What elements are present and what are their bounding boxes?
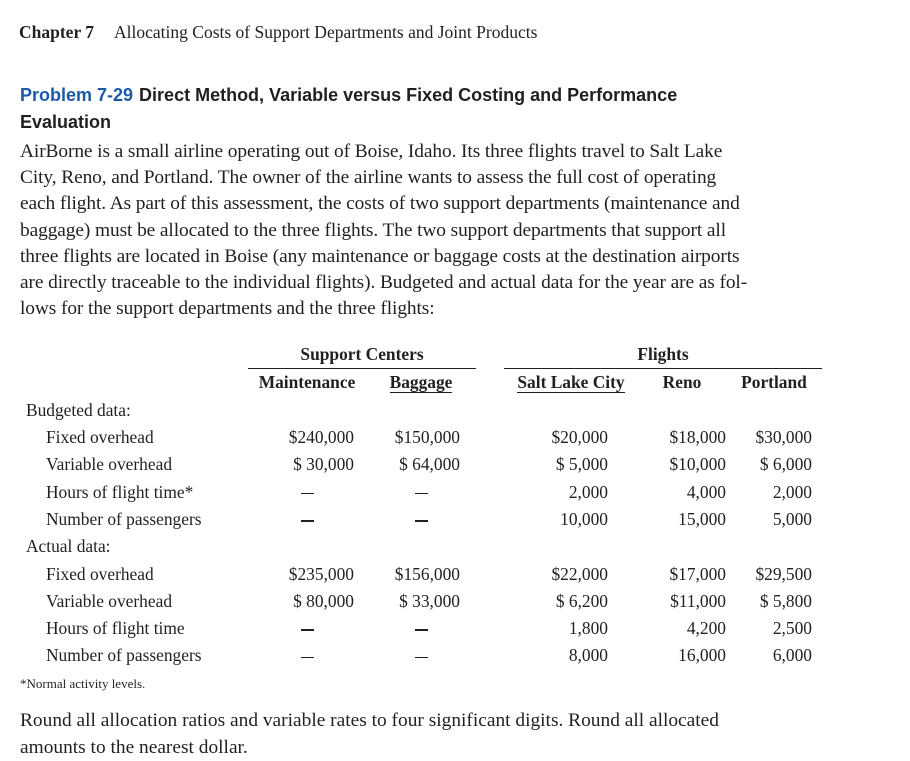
cell-baggage: $150,000 — [394, 427, 460, 448]
cell-maintenance-empty — [248, 506, 366, 533]
cell-baggage-empty — [366, 615, 476, 642]
dash-mark — [415, 520, 428, 522]
cell-portland: 6,000 — [772, 645, 812, 666]
dash-mark — [301, 493, 314, 495]
intro-line: each flight. As part of this assessment, the costs of two support departments (maintenance and — [20, 193, 740, 215]
cell-reno: $10,000 — [669, 454, 726, 475]
dash-mark — [415, 629, 428, 631]
column-header-salt-lake-city-text: Salt Lake City — [517, 372, 625, 393]
intro-paragraph — [20, 139, 820, 322]
column-header-maintenance-text: Maintenance — [258, 372, 356, 393]
chapter-label: Chapter 7 — [19, 22, 95, 42]
cell-baggage-empty — [366, 478, 476, 505]
cell-reno: 15,000 — [678, 508, 726, 529]
row-label: Variable overhead — [46, 454, 173, 475]
cell-salt-lake-city: 8,000 — [568, 645, 608, 666]
dash-mark — [415, 657, 428, 659]
cell-reno: 4,000 — [686, 481, 726, 502]
cell-baggage: $156,000 — [394, 563, 460, 584]
intro-line: AirBorne is a small airline operating out of Boise, Idaho. Its three flights travel to Salt Lake — [20, 141, 723, 162]
intro-line: lows for the support departments and the three flights: — [20, 298, 435, 320]
cell-portland: $29,500 — [755, 563, 812, 584]
cell-reno: 16,000 — [678, 645, 726, 666]
footnote: *Normal activity levels. — [20, 676, 146, 691]
cell-portland: 2,000 — [772, 481, 812, 502]
instruction-line: Round all allocation ratios and variable rates to four significant digits. Round all allocated — [20, 710, 719, 731]
table-row — [20, 478, 822, 505]
section-label-budgeted: Budgeted data: — [26, 399, 131, 420]
group-header-flights: Flights — [504, 341, 822, 369]
row-label: Fixed overhead — [46, 427, 154, 448]
column-header-portland — [726, 369, 822, 397]
column-header-salt-lake-city — [504, 369, 638, 397]
table-row — [20, 560, 822, 587]
cell-portland: 2,500 — [772, 618, 812, 639]
cell-salt-lake-city: 10,000 — [560, 508, 608, 529]
cost-data-table — [20, 341, 822, 670]
table-row — [20, 642, 822, 669]
problem-title-line2: Evaluation — [20, 112, 112, 132]
table-row — [20, 506, 822, 533]
table-row — [20, 451, 822, 478]
dash-mark — [301, 520, 314, 522]
column-header-portland-text: Portland — [741, 372, 807, 393]
column-header-reno — [638, 369, 726, 397]
row-label: Hours of flight time* — [46, 481, 194, 502]
table-row — [20, 615, 822, 642]
problem-number: Problem 7-29 — [20, 85, 134, 105]
cell-baggage: $ 64,000 — [399, 454, 460, 475]
cell-baggage-empty — [366, 506, 476, 533]
cell-reno: $17,000 — [669, 563, 726, 584]
group-header-support-centers: Support Centers — [248, 341, 476, 369]
cell-portland: $ 6,000 — [759, 454, 812, 475]
cell-maintenance: $ 30,000 — [293, 454, 354, 475]
cell-maintenance: $240,000 — [288, 427, 354, 448]
cell-maintenance-empty — [248, 642, 366, 669]
chapter-header — [19, 22, 537, 43]
dash-mark — [301, 657, 314, 659]
row-label: Number of passengers — [46, 645, 202, 666]
cell-salt-lake-city: $20,000 — [551, 427, 608, 448]
dash-mark — [301, 629, 314, 631]
column-header-maintenance — [248, 369, 366, 397]
cell-reno: $11,000 — [670, 590, 726, 611]
cell-portland: $ 5,800 — [759, 590, 812, 611]
problem-heading — [20, 82, 820, 136]
cell-portland: 5,000 — [772, 508, 812, 529]
cell-salt-lake-city: $22,000 — [551, 563, 608, 584]
cell-baggage-empty — [366, 642, 476, 669]
cell-salt-lake-city: $ 5,000 — [555, 454, 608, 475]
cell-salt-lake-city: 2,000 — [568, 481, 608, 502]
table-row — [20, 588, 822, 615]
dash-mark — [415, 493, 428, 495]
cell-salt-lake-city: $ 6,200 — [555, 590, 608, 611]
rounding-instructions — [20, 707, 840, 761]
cell-baggage: $ 33,000 — [399, 590, 460, 611]
cell-maintenance: $ 80,000 — [293, 590, 354, 611]
section-label-actual: Actual data: — [26, 536, 111, 557]
column-header-baggage — [366, 369, 476, 397]
column-header-baggage-text: Baggage — [389, 372, 453, 393]
cell-salt-lake-city: 1,800 — [568, 618, 608, 639]
table-row — [20, 424, 822, 451]
intro-line: City, Reno, and Portland. The owner of the airline wants to assess the full cost of operating — [20, 167, 717, 189]
intro-line: baggage) must be allocated to the three flights. The two support departments that support all — [20, 219, 726, 241]
cell-maintenance-empty — [248, 615, 366, 642]
cell-portland: $30,000 — [755, 427, 812, 448]
cell-maintenance: $235,000 — [288, 563, 354, 584]
cell-maintenance-empty — [248, 478, 366, 505]
column-header-reno-text: Reno — [662, 372, 702, 393]
instruction-line: amounts to the nearest dollar. — [20, 737, 248, 758]
row-label: Variable overhead — [46, 590, 173, 611]
row-label: Number of passengers — [46, 508, 202, 529]
problem-title-line1: Direct Method, Variable versus Fixed Costing and Performance — [139, 85, 678, 105]
row-label: Fixed overhead — [46, 563, 154, 584]
chapter-title: Allocating Costs of Support Departments and Joint Products — [114, 22, 538, 42]
row-label: Hours of flight time — [46, 618, 185, 639]
cell-reno: $18,000 — [669, 427, 726, 448]
intro-line: are directly traceable to the individual flights). Budgeted and actual data for the year are as fol- — [20, 272, 748, 294]
intro-line: three flights are located in Boise (any maintenance or baggage costs at the destination airports — [20, 245, 740, 267]
cell-reno: 4,200 — [686, 618, 726, 639]
